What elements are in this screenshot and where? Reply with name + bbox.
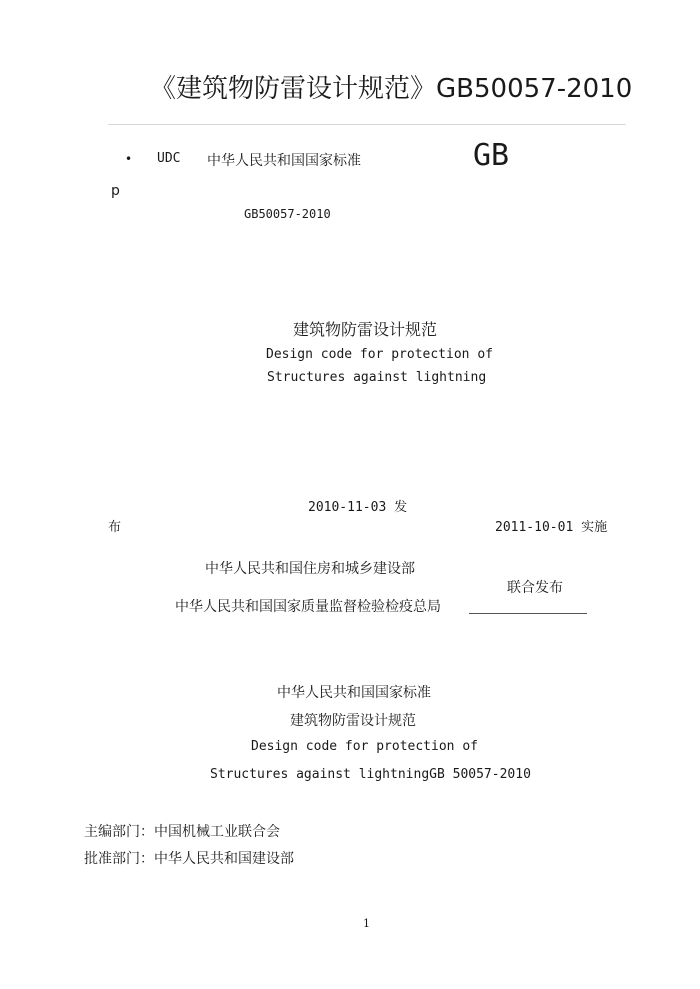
- signature-line: [469, 613, 587, 614]
- p-letter: p: [111, 183, 120, 199]
- cover-title-en-line2: Structures against lightning: [267, 370, 487, 385]
- udc-label: UDC: [157, 151, 181, 166]
- title-page-title-en-line1: Design code for protection of: [251, 739, 478, 754]
- issue-date: 2010-11-03 发: [308, 500, 408, 515]
- issue-suffix: 布: [108, 520, 122, 535]
- joint-issue-label: 联合发布: [507, 580, 563, 596]
- title-page-standard-label: 中华人民共和国国家标准: [277, 685, 431, 701]
- approval-dept: 批准部门：中华人民共和国建设部: [84, 851, 294, 867]
- chief-editor-dept: 主编部门：中国机械工业联合会: [84, 824, 280, 840]
- bullet-point: •: [125, 152, 133, 166]
- title-page-title-cn: 建筑物防雷设计规范: [290, 713, 416, 729]
- document-title: 《建筑物防雷设计规范》GB50057-2010: [150, 74, 633, 104]
- cover-title-cn: 建筑物防雷设计规范: [293, 320, 438, 339]
- title-page-title-en-line2: Structures against lightningGB 50057-2010: [210, 767, 531, 782]
- implementation-date: 2011-10-01 实施: [495, 520, 608, 535]
- gb-mark: GB: [473, 138, 510, 173]
- national-standard-label: 中华人民共和国国家标准: [207, 153, 361, 169]
- issuer-ministry-housing: 中华人民共和国住房和城乡建设部: [205, 561, 415, 577]
- page-number: 1: [363, 917, 370, 930]
- header-divider: [108, 124, 626, 125]
- issuer-quality-supervision: 中华人民共和国国家质量监督检验检疫总局: [175, 599, 441, 615]
- cover-title-en-line1: Design code for protection of: [266, 347, 493, 362]
- standard-code: GB50057-2010: [244, 207, 331, 221]
